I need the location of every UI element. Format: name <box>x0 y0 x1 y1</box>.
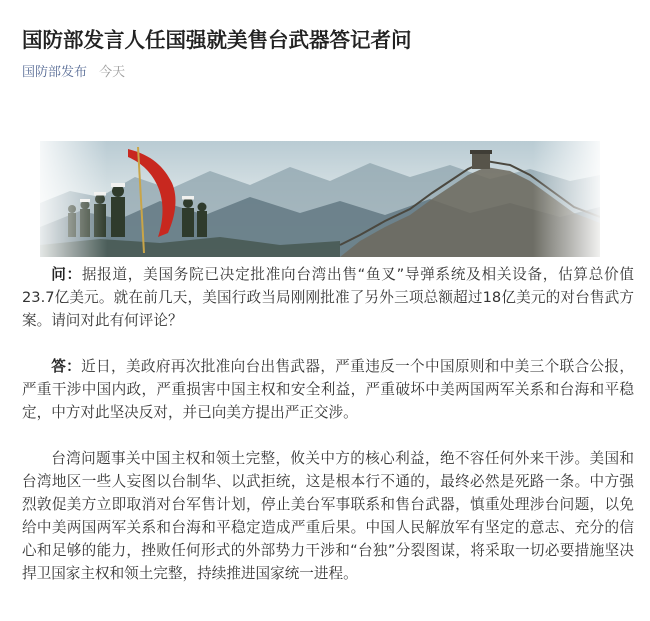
account-name-link[interactable]: 国防部发布 <box>22 65 88 80</box>
article-body <box>22 263 634 585</box>
answer-label: 答： <box>51 358 82 375</box>
answer-paragraph <box>22 355 634 424</box>
publish-date: 今天 <box>99 65 126 80</box>
banner-edge-fade <box>40 141 600 257</box>
banner-image <box>40 141 600 257</box>
article-title: 国防部发言人任国强就美售台武器答记者问 <box>22 28 412 52</box>
question-text: 据报道，美国务院已决定批准向台湾出售“鱼叉”导弹系统及相关设备，估算总价值23.7亿美元。就在前几天，美国行政当局刚刚批准了另外三项总额超过18亿美元的对台售武方案。请问对此有何评论？ <box>22 266 634 329</box>
question-paragraph <box>22 263 634 332</box>
question-label: 问： <box>51 266 82 283</box>
answer-text: 近日，美政府再次批准向台出售武器，严重违反一个中国原则和中美三个联合公报，严重干涉中国内政，严重损害中国主权和安全利益，严重破坏中美两国两军关系和台海和平稳定，中方对此坚决反对，并已向美方提出严正交涉。 <box>22 358 634 421</box>
article-meta <box>22 64 125 82</box>
body-paragraph: 台湾问题事关中国主权和领土完整，攸关中方的核心利益，绝不容任何外来干涉。美国和台湾地区一些人妄图以台制华、以武拒统，这是根本行不通的，最终必然是死路一条。中方强烈敦促美方立即取消对台军售计划，停止美台军事联系和售台武器，慎重处理涉台问题，以免给中美两国两军关系和台海和平稳定造成严重后果。中国人民解放军有坚定的意志、充分的信心和足够的能力，挫败任何形式的外部势力干涉和“台独”分裂图谋，将采取一切必要措施坚决捍卫国家主权和领土完整，持续推进国家统一进程。 <box>22 450 634 582</box>
